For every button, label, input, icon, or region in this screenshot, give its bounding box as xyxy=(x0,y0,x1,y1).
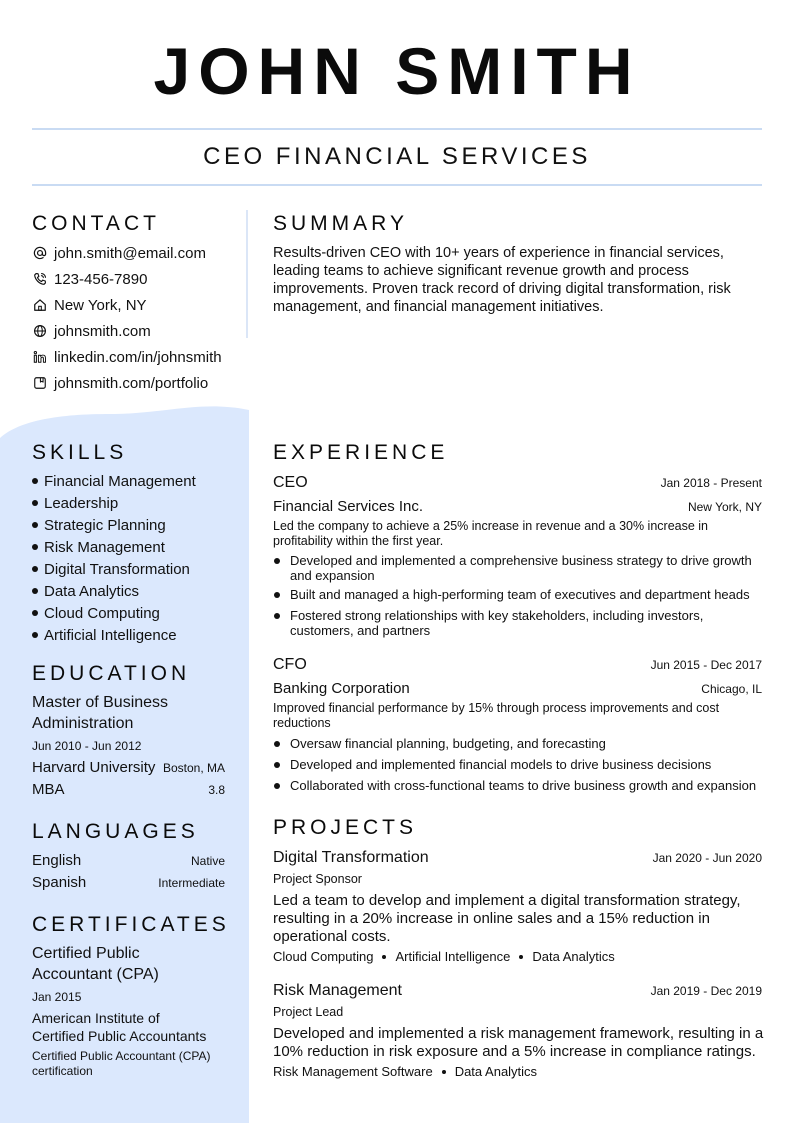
at-icon xyxy=(32,246,47,261)
contact-location xyxy=(32,295,147,315)
summary-line: leading teams to achieve significant revenue growth and process xyxy=(273,263,689,279)
certificate-desc-line2: certification xyxy=(32,1064,93,1078)
project-tag: Risk Management Software xyxy=(273,1064,433,1079)
languages-heading: LANGUAGES xyxy=(32,820,199,843)
project-tag: Data Analytics xyxy=(532,949,615,964)
project-name: Risk Management xyxy=(273,982,402,999)
job-bullet: Built and managed a high-performing team of executives and department heads xyxy=(274,587,762,602)
job-location: New York, NY xyxy=(687,500,762,514)
project-tag: Cloud Computing xyxy=(273,949,374,964)
language-name: Spanish xyxy=(32,874,87,891)
globe-icon xyxy=(32,324,47,339)
language-level: Native xyxy=(190,854,225,868)
contact-website[interactable] xyxy=(32,321,151,341)
education-degree-line1: Master of Business xyxy=(32,694,169,711)
skill-item: Financial Management xyxy=(32,472,196,492)
project-desc-line: operational costs. xyxy=(273,928,391,945)
project-role: Project Sponsor xyxy=(273,872,362,886)
project-dates: Jan 2019 - Dec 2019 xyxy=(650,984,762,998)
education-gpa: 3.8 xyxy=(208,783,225,797)
job-summary-line1: Improved financial performance by 15% through process improvements and cost xyxy=(273,701,720,715)
job-bullet: Oversaw financial planning, budgeting, and forecasting xyxy=(274,736,762,751)
job-dates: Jun 2015 - Dec 2017 xyxy=(650,658,762,672)
skills-heading: SKILLS xyxy=(32,441,128,464)
job-location: Chicago, IL xyxy=(701,682,762,696)
job-summary-line2: profitability within the first year. xyxy=(273,534,444,548)
job-role: CFO xyxy=(273,656,307,673)
contact-portfolio-text: johnsmith.com/portfolio xyxy=(54,374,209,392)
candidate-title: CEO FINANCIAL SERVICES xyxy=(203,143,591,170)
summary-heading: SUMMARY xyxy=(273,212,408,235)
education-degree-line2: Administration xyxy=(32,715,134,732)
skill-item: Cloud Computing xyxy=(32,604,160,624)
skill-item: Digital Transformation xyxy=(32,560,190,580)
column-divider xyxy=(246,210,248,338)
project-tags xyxy=(273,949,615,964)
contact-location-text: New York, NY xyxy=(54,296,147,314)
education-location: Boston, MA xyxy=(162,761,225,775)
contact-phone[interactable] xyxy=(32,269,147,289)
education-heading: EDUCATION xyxy=(32,662,191,685)
job-company: Financial Services Inc. xyxy=(273,498,424,515)
home-icon xyxy=(32,298,47,313)
certificate-date: Jan 2015 xyxy=(32,990,82,1004)
education-field: MBA xyxy=(32,781,65,798)
projects-heading: PROJECTS xyxy=(273,816,418,839)
summary-line: management, and financial management initiatives. xyxy=(273,299,604,315)
language-level: Intermediate xyxy=(158,876,225,890)
project-role: Project Lead xyxy=(273,1005,344,1019)
job-bullet: Collaborated with cross-functional teams to drive business growth and expansion xyxy=(274,778,762,793)
job-role: CEO xyxy=(273,474,308,491)
job-company: Banking Corporation xyxy=(273,680,410,697)
project-desc-line: 10% reduction in risk exposure and a 5% increase in compliance ratings. xyxy=(273,1043,756,1060)
certificate-desc-line1: Certified Public Accountant (CPA) xyxy=(32,1049,211,1063)
project-desc-line: resulting in a 20% increase in online sales and a 15% reduction in xyxy=(273,910,710,927)
phone-icon xyxy=(32,272,47,287)
skill-item: Artificial Intelligence xyxy=(32,626,177,646)
skill-item: Strategic Planning xyxy=(32,516,166,536)
language-name: English xyxy=(32,852,82,869)
job-summary-line1: Led the company to achieve a 25% increase in revenue and a 30% increase in xyxy=(273,519,709,533)
job-bullet: Developed and implemented financial models to drive business decisions xyxy=(274,757,762,772)
project-desc-line: Led a team to develop and implement a digital transformation strategy, xyxy=(273,892,741,909)
skill-item: Risk Management xyxy=(32,538,165,558)
job-summary-line2: reductions xyxy=(273,716,331,730)
summary-line: Results-driven CEO with 10+ years of experience in financial services, xyxy=(273,245,724,261)
contact-website-text: johnsmith.com xyxy=(54,322,151,340)
contact-linkedin-text: linkedin.com/in/johnsmith xyxy=(54,348,222,366)
summary-line: improvements. Proven track record of driving digital transformation, risk xyxy=(273,281,731,297)
certificate-title-line2: Accountant (CPA) xyxy=(32,966,159,983)
project-tag: Data Analytics xyxy=(454,1064,538,1079)
project-tag: Artificial Intelligence xyxy=(395,949,511,964)
linkedin-icon xyxy=(32,350,47,365)
certificates-heading: CERTIFICATES xyxy=(32,913,230,936)
portfolio-icon xyxy=(32,376,47,391)
header-rule-top xyxy=(32,128,762,130)
education-dates: Jun 2010 - Jun 2012 xyxy=(32,739,142,753)
job-bullet: Fostered strong relationships with key stakeholders, including investors, customers, and partners xyxy=(274,608,762,638)
project-name: Digital Transformation xyxy=(273,849,429,866)
certificate-issuer-line2: Certified Public Accountants xyxy=(32,1028,207,1044)
contact-email-text: john.smith@email.com xyxy=(54,244,206,262)
contact-email[interactable] xyxy=(32,243,206,263)
project-dates: Jan 2020 - Jun 2020 xyxy=(652,851,762,865)
skill-item: Leadership xyxy=(32,494,118,514)
contact-portfolio[interactable] xyxy=(32,373,208,393)
contact-linkedin[interactable] xyxy=(32,347,222,367)
job-dates: Jan 2018 - Present xyxy=(660,476,762,490)
certificate-issuer-line1: American Institute of xyxy=(32,1010,160,1026)
skill-item: Data Analytics xyxy=(32,582,139,602)
experience-heading: EXPERIENCE xyxy=(273,441,449,464)
header-rule-bottom xyxy=(32,184,762,186)
contact-heading: CONTACT xyxy=(32,212,160,235)
certificate-title-line1: Certified Public xyxy=(32,945,140,962)
project-desc-line: Developed and implemented a risk management framework, resulting in a xyxy=(273,1025,764,1042)
project-tags xyxy=(273,1064,537,1079)
job-bullet: Developed and implemented a comprehensive business strategy to drive growth and expansion xyxy=(274,553,762,583)
candidate-name: JOHN SMITH xyxy=(153,34,641,108)
contact-phone-text: 123-456-7890 xyxy=(54,270,148,288)
education-school: Harvard University xyxy=(32,759,156,776)
